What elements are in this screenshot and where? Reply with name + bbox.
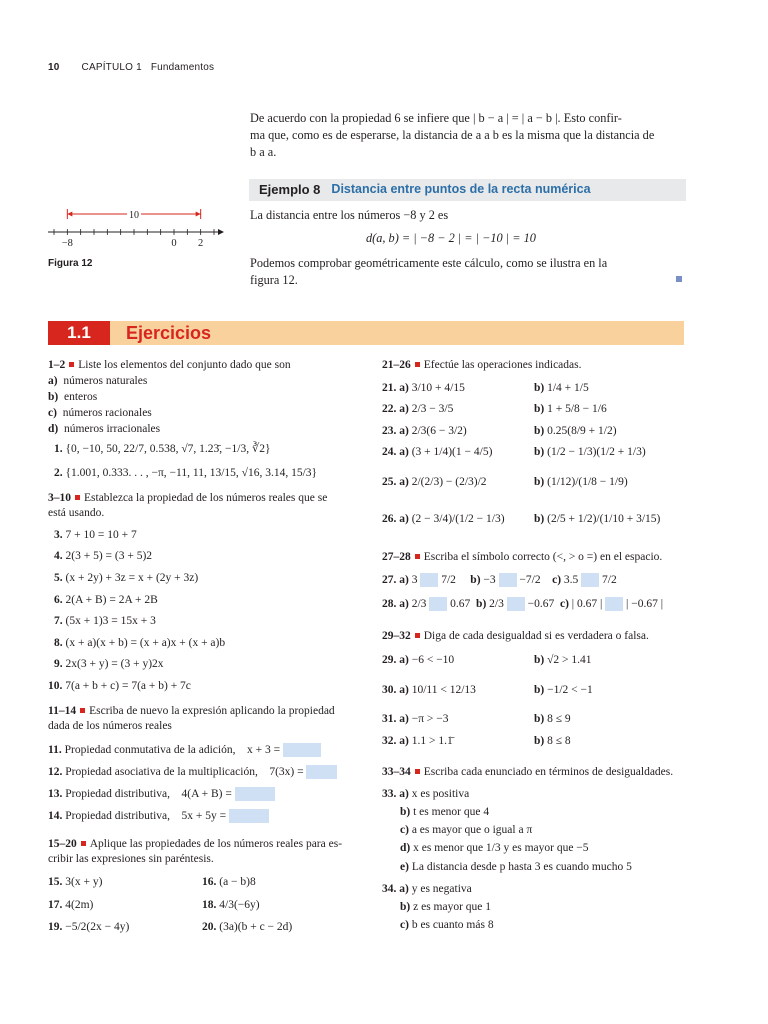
part-letter: b) <box>534 513 545 525</box>
part-letter: b) <box>534 654 545 666</box>
check-line: figura 12. <box>250 273 298 287</box>
part-letter: b) <box>534 684 545 696</box>
exercise-21 <box>382 381 465 395</box>
exercise-text: 10/11 < 12/13 <box>411 684 476 696</box>
exercise-text: (2 − 3/4)/(1/2 − 1/3) <box>411 513 505 525</box>
exercise-32b <box>534 734 571 748</box>
exercise-24b <box>534 445 646 459</box>
exercise-number: 28. <box>382 598 397 610</box>
part-letter: a) <box>399 883 409 895</box>
part-letter: b) <box>476 598 487 610</box>
group-text: Escriba de nuevo la expresión aplicando la propiedad <box>89 705 335 717</box>
exercise-30b <box>534 683 593 697</box>
exercise-text: 7/2 <box>441 574 456 586</box>
exercise-22 <box>382 402 453 416</box>
group-text: cribir las expresiones sin paréntesis. <box>48 853 214 865</box>
group-text: Establezca la propiedad de los números reales que se <box>84 492 328 504</box>
exercise-33c <box>400 823 532 837</box>
exercise-text: Propiedad distributiva, 4(A + B) = <box>65 788 232 800</box>
exercise-number: 27. <box>382 574 397 586</box>
exercise-text: (5x + 1)3 = 15x + 3 <box>65 615 156 627</box>
part-letter: a) <box>399 735 409 747</box>
exercise-text: 0.25(8/9 + 1/2) <box>547 425 617 437</box>
exercise-number: 19. <box>48 921 63 933</box>
bullet-square-icon <box>415 554 420 559</box>
exercise-text: 8 ≤ 8 <box>547 735 571 747</box>
item-text: números naturales <box>63 375 148 387</box>
group-heading <box>382 358 581 372</box>
exercise-number: 7. <box>54 615 63 627</box>
exercise-text: (3 + 1/4)(1 − 4/5) <box>411 446 493 458</box>
exercise-number: 14. <box>48 810 63 822</box>
exercise-34b <box>400 900 491 914</box>
exercise-number: 29. <box>382 654 397 666</box>
part-letter: e) <box>400 861 409 873</box>
exercise-number: 6. <box>54 594 63 606</box>
part-letter: b) <box>534 403 545 415</box>
exercise-number: 9. <box>54 658 63 670</box>
part-letter: a) <box>399 684 409 696</box>
exercise-text: 2/3 − 3/5 <box>411 403 454 415</box>
exercise-text: 3 <box>411 574 418 586</box>
exercise-text: (2/5 + 1/2)/(1/10 + 3/15) <box>547 513 661 525</box>
exercise-text: 4/3(−6y) <box>219 899 260 911</box>
exercise-33b <box>400 805 489 819</box>
group-text: Diga de cada desigualdad si es verdadera o falsa. <box>423 630 649 642</box>
exercise-23b <box>534 424 617 438</box>
group-range: 21–26 <box>382 359 411 371</box>
exercise-text: 2x(3 + y) = (3 + y)2x <box>65 658 164 670</box>
exercise-number: 5. <box>54 572 63 584</box>
part-letter: b) <box>400 901 411 913</box>
exercise-text: Propiedad conmutativa de la adición, x + 3 = <box>64 744 281 756</box>
exercise-number: 17. <box>48 899 63 911</box>
exercise-number: 20. <box>202 921 217 933</box>
group-text: Escriba cada enunciado en términos de desigualdades. <box>423 766 674 778</box>
exercise-text: {1.001, 0.333. . . , −π, −11, 11, 13/15, √16, 3.14, 15/3} <box>65 467 318 479</box>
exercise-text: −3 <box>483 574 496 586</box>
part-letter: b) <box>400 806 411 818</box>
exercise-text: 3/10 + 4/15 <box>411 382 465 394</box>
exercise-number: 12. <box>48 766 63 778</box>
exercise-text: 8 ≤ 9 <box>547 713 571 725</box>
answer-blank[interactable] <box>499 573 517 587</box>
exercise-text: t es menor que 4 <box>413 806 490 818</box>
exercise-33 <box>382 787 469 801</box>
exercise-number: 23. <box>382 425 397 437</box>
part-letter: a) <box>399 598 409 610</box>
part-letter: a) <box>399 713 409 725</box>
exercise-text: | 0.67 | <box>571 598 603 610</box>
exercise-text: 3.5 <box>563 574 579 586</box>
part-letter: d) <box>400 842 411 854</box>
item-letter: c) <box>48 407 57 419</box>
exercise-text: 0.67 <box>450 598 471 610</box>
part-letter: c) <box>400 919 409 931</box>
exercise-26b <box>534 512 660 526</box>
part-letter: a) <box>399 513 409 525</box>
group-range: 29–32 <box>382 630 411 642</box>
exercise-text: (x + a)(x + b) = (x + a)x + (x + a)b <box>65 637 226 649</box>
exercise-32 <box>382 734 453 748</box>
exercise-text: (1/2 − 1/3)(1/2 + 1/3) <box>547 446 646 458</box>
example-label: Ejemplo 8 <box>259 181 321 197</box>
part-letter: b) <box>534 476 545 488</box>
item-letter: b) <box>48 391 59 403</box>
item-letter: a) <box>48 375 58 387</box>
exercise-text: 2/3 <box>411 598 427 610</box>
exercise-text: −6 < −10 <box>411 654 455 666</box>
exercise-33e <box>400 860 632 874</box>
exercise-21b <box>534 381 589 395</box>
tick-label: −8 <box>61 238 73 249</box>
exercise-31 <box>382 712 448 726</box>
exercise-number: 4. <box>54 550 63 562</box>
exercise-text: a es mayor que o igual a π <box>411 824 533 836</box>
exercise-text: 4(2m) <box>65 899 94 911</box>
exercise-25 <box>382 475 487 489</box>
group-text: Liste los elementos del conjunto dado que son <box>78 359 291 371</box>
group-heading <box>382 629 649 643</box>
part-letter: a) <box>399 476 409 488</box>
exercise-number: 18. <box>202 899 217 911</box>
exercise-number: 15. <box>48 876 63 888</box>
group-text: Aplique las propiedades de los números reales para es- <box>89 838 343 850</box>
exercise-text: −1/2 < −1 <box>547 684 593 696</box>
tick-label: 2 <box>198 238 204 249</box>
part-letter: b) <box>470 574 481 586</box>
exercise-text: b es cuanto más 8 <box>411 919 494 931</box>
item-text: enteros <box>63 391 98 403</box>
exercise-34c <box>400 918 494 932</box>
group-range: 33–34 <box>382 766 411 778</box>
exercise-text: La distancia desde p hasta 3 es cuando mucho 5 <box>411 861 632 873</box>
bullet-square-icon <box>415 633 420 638</box>
answer-blank[interactable] <box>605 597 623 611</box>
part-letter: a) <box>399 654 409 666</box>
exercise-number: 30. <box>382 684 397 696</box>
exercise-number: 8. <box>54 637 63 649</box>
exercise-30 <box>382 683 476 697</box>
part-letter: c) <box>400 824 409 836</box>
exercise-24 <box>382 445 492 459</box>
group-heading <box>382 550 662 564</box>
part-letter: c) <box>552 574 562 586</box>
exercise-text: x es positiva <box>411 788 470 800</box>
figure-caption: Figura 12 <box>48 258 93 269</box>
exercise-text: 2/(2/3) − (2/3)/2 <box>411 476 487 488</box>
exercise-text: (3a)(b + c − 2d) <box>219 921 293 933</box>
exercise-25b <box>534 475 628 489</box>
exercise-number: 11. <box>48 744 62 756</box>
group-range: 15–20 <box>48 838 77 850</box>
group-text: Efectúe las operaciones indicadas. <box>423 359 582 371</box>
exercise-text: 2/3(6 − 3/2) <box>411 425 467 437</box>
exercise-text: (1/12)/(1/8 − 1/9) <box>547 476 628 488</box>
exercise-text: {0, −10, 50, 22/7, 0.538, √7, 1.23̄, −1/3, ∛2} <box>65 443 271 455</box>
exercise-number: 3. <box>54 529 63 541</box>
group-range: 27–28 <box>382 551 411 563</box>
exercise-22b <box>534 402 607 416</box>
tick-label: 0 <box>171 238 177 249</box>
part-letter: a) <box>399 446 409 458</box>
group-heading <box>382 765 673 779</box>
answer-blank[interactable] <box>581 573 599 587</box>
exercise-23 <box>382 424 467 438</box>
intro-line: De acuerdo con la propiedad 6 se infiere que | b − a | = | a − b |. Esto confir- <box>250 111 622 125</box>
group-text: dada de los números reales <box>48 720 172 732</box>
exercise-text: 2/3 <box>489 598 504 610</box>
exercise-text: 2(A + B) = 2A + 2B <box>65 594 158 606</box>
section-title: Ejercicios <box>126 323 212 343</box>
exercise-number: 10. <box>48 680 63 692</box>
item-letter: d) <box>48 423 59 435</box>
exercise-text: −7/2 <box>519 574 541 586</box>
exercise-text: 1/4 + 1/5 <box>547 382 589 394</box>
chapter-title: CAPÍTULO 1 Fundamentos <box>81 62 215 73</box>
group-range: 1–2 <box>48 359 66 371</box>
exercise-text: 1 + 5/8 − 1/6 <box>547 403 607 415</box>
exercise-number: 34. <box>382 883 397 895</box>
exercise-text: 7 + 10 = 10 + 7 <box>65 529 137 541</box>
part-letter: b) <box>534 735 545 747</box>
intro-line: b a a. <box>250 145 277 159</box>
exercise-text: 7(a + b + c) = 7(a + b) + 7c <box>65 680 191 692</box>
exercise-text: 1.1 > 1.1̄ <box>411 735 453 747</box>
part-letter: a) <box>399 425 409 437</box>
group-range: 11–14 <box>48 705 77 717</box>
intro-line: ma que, como es de esperarse, la distancia de a a b es la misma que la distancia de <box>250 128 655 142</box>
exercise-text: √2 > 1.41 <box>547 654 592 666</box>
check-line: Podemos comprobar geométricamente este cálculo, como se ilustra en la <box>250 256 608 270</box>
exercise-number: 13. <box>48 788 63 800</box>
exercise-number: 2. <box>54 467 63 479</box>
exercise-number: 32. <box>382 735 397 747</box>
bullet-square-icon <box>415 769 420 774</box>
page-number: 10 <box>48 62 60 73</box>
exercise-number: 25. <box>382 476 397 488</box>
part-letter: b) <box>534 446 545 458</box>
exercise-34 <box>382 882 472 896</box>
item-text: números irracionales <box>63 423 161 435</box>
exercise-text: y es negativa <box>411 883 472 895</box>
exercise-28 <box>382 597 663 611</box>
part-letter: c) <box>559 598 569 610</box>
example-equation: d(a, b) = | −8 − 2 | = | −10 | = 10 <box>366 231 536 245</box>
answer-blank[interactable] <box>429 597 447 611</box>
part-letter: a) <box>399 403 409 415</box>
answer-blank[interactable] <box>420 573 438 587</box>
part-letter: b) <box>534 382 545 394</box>
bullet-square-icon <box>415 362 420 367</box>
exercise-number: 26. <box>382 513 397 525</box>
exercise-number: 22. <box>382 403 397 415</box>
exercise-33d <box>400 841 589 855</box>
exercise-27 <box>382 573 617 587</box>
exercise-text: | −0.67 | <box>626 598 663 610</box>
exercise-text: 2(3 + 5) = (3 + 5)2 <box>65 550 153 562</box>
exercise-31b <box>534 712 571 726</box>
answer-blank[interactable] <box>507 597 525 611</box>
exercise-29 <box>382 653 454 667</box>
group-text: Escriba el símbolo correcto (<, > o =) en el espacio. <box>423 551 663 563</box>
part-letter: a) <box>399 382 409 394</box>
part-letter: a) <box>399 788 409 800</box>
example-text: La distancia entre los números −8 y 2 es <box>250 208 449 222</box>
exercise-number: 1. <box>54 443 63 455</box>
exercise-text: (a − b)8 <box>219 876 256 888</box>
group-text: está usando. <box>48 507 105 519</box>
exercise-text: −0.67 <box>527 598 555 610</box>
exercise-number: 24. <box>382 446 397 458</box>
exercise-text: −π > −3 <box>411 713 449 725</box>
exercise-text: (x + 2y) + 3z = x + (2y + 3z) <box>65 572 199 584</box>
part-letter: a) <box>399 574 409 586</box>
exercise-text: 3(x + y) <box>65 876 103 888</box>
distance-label: 10 <box>129 210 139 221</box>
exercise-26 <box>382 512 505 526</box>
example-title: Distancia entre puntos de la recta numérica <box>331 182 591 197</box>
section-number: 1.1 <box>48 321 110 345</box>
exercise-text: −5/2(2x − 4y) <box>65 921 130 933</box>
part-letter: b) <box>534 425 545 437</box>
item-text: números racionales <box>62 407 152 419</box>
exercise-text: 7/2 <box>602 574 617 586</box>
exercise-text: z es mayor que 1 <box>413 901 492 913</box>
exercise-number: 21. <box>382 382 397 394</box>
exercise-text: Propiedad asociativa de la multiplicación, 7(3x) = <box>65 766 304 778</box>
exercise-text: x es menor que 1/3 y es mayor que −5 <box>413 842 589 854</box>
exercise-number: 31. <box>382 713 397 725</box>
part-letter: b) <box>534 713 545 725</box>
exercise-text: Propiedad distributiva, 5x + 5y = <box>65 810 227 822</box>
group-range: 3–10 <box>48 492 71 504</box>
exercise-number: 16. <box>202 876 217 888</box>
exercise-29b <box>534 653 592 667</box>
exercise-number: 33. <box>382 788 397 800</box>
